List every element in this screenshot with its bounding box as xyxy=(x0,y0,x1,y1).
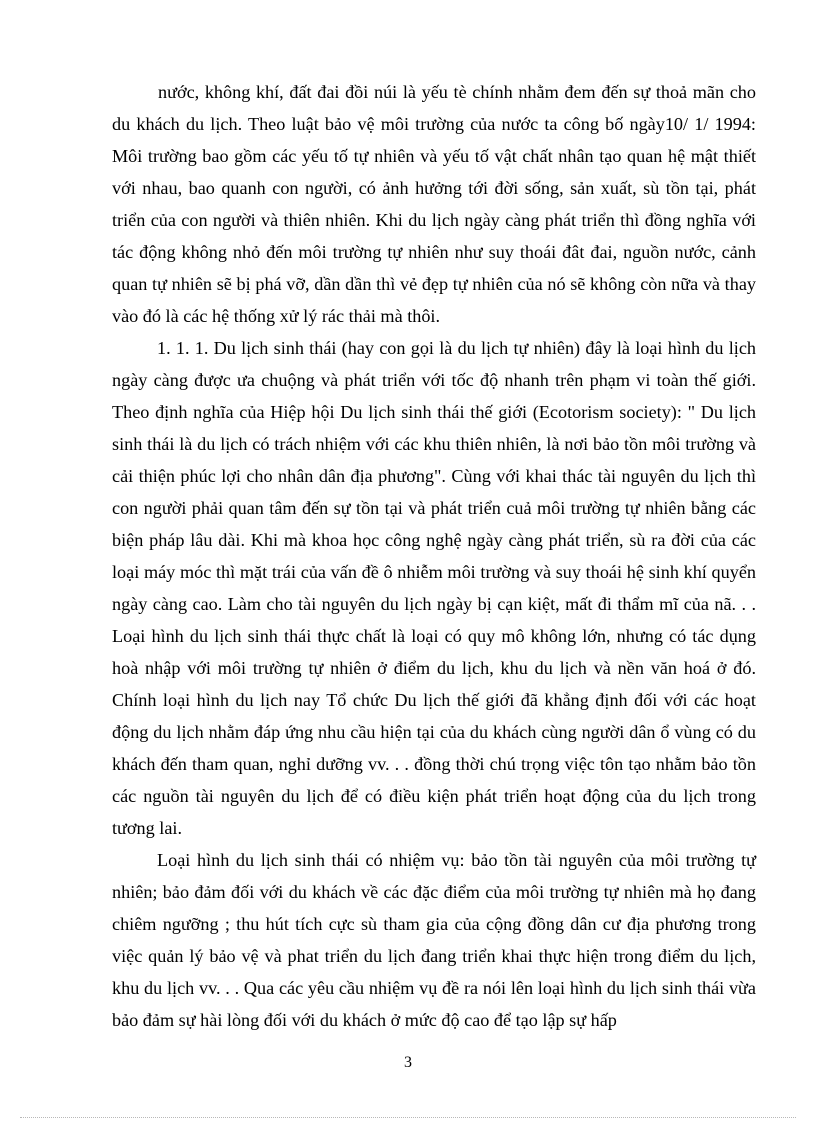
body-text xyxy=(112,76,756,1036)
paragraph-3: Loại hình du lịch sinh thái có nhiệm vụ: bảo tồn tài nguyên của môi trường tự nhiên; bảo đảm đối với du khách về các đặc điểm của môi trường tự nhiên mà họ đang chiêm ngưỡng ; thu hút tích cực sù tham gia của cộng đồng dân cư địa phương trong việc quản lý bảo vệ và phat triển du lịch đang triển khai thực hiện trong điểm du lịch, khu du lịch vv. . . Qua các yêu cầu nhiệm vụ đề ra nói lên loại hình du lịch sinh thái vừa bảo đảm sự hài lòng đối với du khách ở mức độ cao để tạo lập sự hấp xyxy=(112,850,756,1030)
paragraph-2: 1. 1. 1. Du lịch sinh thái (hay con gọi là du lịch tự nhiên) đây là loại hình du lịch ngày càng được ưa chuộng và phát triển với tốc độ nhanh trên phạm vi toàn thế giới. Theo định nghĩa của Hiệp hội Du lịch sinh thái thế giới (Ecotorism society): " Du lịch sinh thái là du lịch có trách nhiệm với các khu thiên nhiên, là nơi bảo tồn môi trường và cải thiện phúc lợi cho nhân dân địa phương". Cùng với khai thác tài nguyên du lịch thì con người phải quan tâm đến sự tồn tại và phát triển cuả môi trường tự nhiên bằng các biện pháp lâu dài. Khi mà khoa học công nghệ ngày càng phát triển, sù ra đời của các loại máy móc thì mặt trái của vấn đề ô nhiễm môi trường và suy thoái hệ sinh khí quyển ngày càng cao. Làm cho tài nguyên du lịch ngày bị cạn kiệt, mất đi thẩm mĩ của nã. . . Loại hình du lịch sinh thái thực chất là loại có quy mô không lớn, nhưng có tác dụng hoà nhập với môi trường tự nhiên ở điểm du lịch, khu du lịch và nền văn hoá ở đó. Chính loại hình du lịch nay Tổ chức Du lịch thế giới đã khẳng định đối với các hoạt động du lịch nhằm đáp ứng nhu cầu hiện tại của du khách cùng người dân ổ vùng có du khách đến tham quan, nghỉ dưỡng vv. . . đồng thời chú trọng việc tôn tạo nhằm bảo tồn các nguồn tài nguyên du lịch để có điều kiện phát triển hoạt động của du lịch trong tương lai. xyxy=(112,338,756,838)
paragraph-1: nước, không khí, đất đai đồi núi là yếu tè chính nhằm đem đến sự thoả mãn cho du khách du lịch. Theo luật bảo vệ môi trường của nước ta công bố ngày10/ 1/ 1994: Môi trường bao gồm các yếu tố tự nhiên và yếu tố vật chất nhân tạo quan hệ mật thiết với nhau, bao quanh con người, có ảnh hưởng tới đời sống, sản xuất, sù tồn tại, phát triển của con người và thiên nhiên. Khi du lịch ngày càng phát triển thì đồng nghĩa với tác động không nhỏ đến môi trường tự nhiên như suy thoái đât đai, nguồn nước, cảnh quan tự nhiên sẽ bị phá vỡ, dần dần thì vẻ đẹp tự nhiên của nó sẽ không còn nữa và thay vào đó là các hệ thống xử lý rác thải mà thôi. xyxy=(112,82,756,326)
page-number: 3 xyxy=(404,1054,412,1071)
page-bottom-border xyxy=(20,1117,796,1118)
